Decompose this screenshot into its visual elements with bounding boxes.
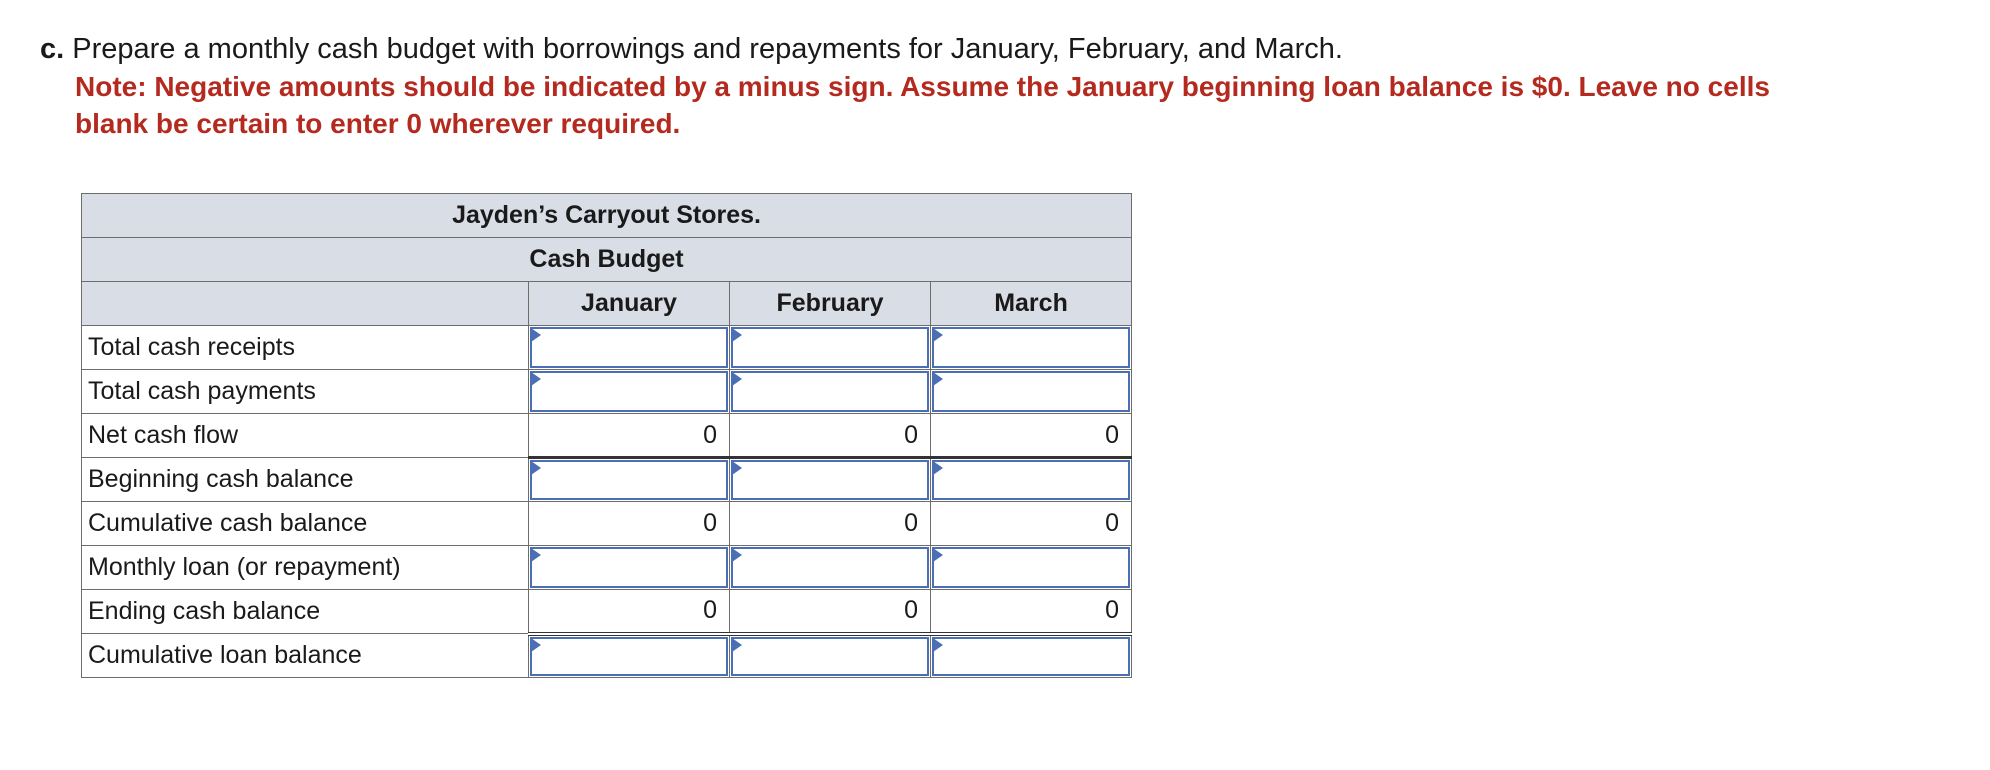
- input-box[interactable]: [530, 460, 728, 500]
- header-blank-cell: [82, 282, 529, 326]
- net-cash-flow-january-value: 0: [529, 414, 730, 458]
- table-row: [82, 370, 1132, 414]
- monthly-loan-march-input[interactable]: [931, 546, 1132, 590]
- cash-budget-table: [81, 193, 1132, 678]
- cumulative-cash-balance-march-value: 0: [931, 502, 1132, 546]
- row-label-total-cash-receipts: Total cash receipts: [82, 326, 529, 370]
- question-note: [75, 68, 1960, 142]
- cumulative-loan-balance-february-input[interactable]: [730, 634, 931, 678]
- input-flag-icon: [933, 372, 943, 386]
- question-text: [40, 30, 1960, 68]
- input-box[interactable]: [530, 327, 728, 368]
- beginning-cash-balance-march-input[interactable]: [931, 458, 1132, 502]
- beginning-cash-balance-february-input[interactable]: [730, 458, 931, 502]
- net-cash-flow-march-value: 0: [931, 414, 1132, 458]
- input-flag-icon: [732, 372, 742, 386]
- question-letter: c.: [40, 33, 65, 65]
- input-box[interactable]: [932, 637, 1130, 677]
- note-line-2: blank be certain to enter 0 wherever required.: [75, 108, 681, 139]
- total-cash-payments-february-input[interactable]: [730, 370, 931, 414]
- cumulative-cash-balance-january-value: 0: [529, 502, 730, 546]
- input-box[interactable]: [731, 327, 929, 368]
- column-header-january: January: [529, 282, 730, 326]
- row-label-net-cash-flow: Net cash flow: [82, 414, 529, 458]
- input-box[interactable]: [731, 637, 929, 677]
- input-flag-icon: [732, 461, 742, 475]
- question-prompt: Prepare a monthly cash budget with borrowings and repayments for January, February, and March.: [72, 33, 1343, 65]
- row-label-cumulative-cash-balance: Cumulative cash balance: [82, 502, 529, 546]
- table-row: [82, 326, 1132, 370]
- input-box[interactable]: [932, 327, 1130, 368]
- total-cash-payments-march-input[interactable]: [931, 370, 1132, 414]
- net-cash-flow-february-value: 0: [730, 414, 931, 458]
- input-box[interactable]: [530, 371, 728, 412]
- input-flag-icon: [933, 638, 943, 652]
- input-box[interactable]: [932, 547, 1130, 588]
- table-row: [82, 634, 1132, 678]
- cumulative-loan-balance-january-input[interactable]: [529, 634, 730, 678]
- row-label-total-cash-payments: Total cash payments: [82, 370, 529, 414]
- ending-cash-balance-february-value: 0: [730, 590, 931, 634]
- total-cash-payments-january-input[interactable]: [529, 370, 730, 414]
- note-line-1: Note: Negative amounts should be indicated by a minus sign. Assume the January beginning loan balance is $0. Leave no cells: [75, 71, 1770, 102]
- row-label-monthly-loan: Monthly loan (or repayment): [82, 546, 529, 590]
- monthly-loan-january-input[interactable]: [529, 546, 730, 590]
- total-cash-receipts-january-input[interactable]: [529, 326, 730, 370]
- input-box[interactable]: [731, 371, 929, 412]
- input-box[interactable]: [731, 460, 929, 500]
- column-header-february: February: [730, 282, 931, 326]
- column-header-march: March: [931, 282, 1132, 326]
- total-cash-receipts-february-input[interactable]: [730, 326, 931, 370]
- input-flag-icon: [531, 548, 541, 562]
- input-box[interactable]: [932, 371, 1130, 412]
- beginning-cash-balance-january-input[interactable]: [529, 458, 730, 502]
- table-row: [82, 546, 1132, 590]
- input-flag-icon: [732, 328, 742, 342]
- question-block: [40, 30, 1960, 142]
- input-flag-icon: [933, 461, 943, 475]
- row-label-ending-cash-balance: Ending cash balance: [82, 590, 529, 634]
- total-cash-receipts-march-input[interactable]: [931, 326, 1132, 370]
- table-row: [82, 502, 1132, 546]
- row-label-cumulative-loan-balance: Cumulative loan balance: [82, 634, 529, 678]
- input-box[interactable]: [932, 460, 1130, 500]
- cumulative-cash-balance-february-value: 0: [730, 502, 931, 546]
- input-flag-icon: [531, 328, 541, 342]
- input-flag-icon: [531, 461, 541, 475]
- input-flag-icon: [732, 548, 742, 562]
- ending-cash-balance-january-value: 0: [529, 590, 730, 634]
- company-name: Jayden’s Carryout Stores.: [82, 194, 1132, 238]
- input-flag-icon: [933, 548, 943, 562]
- monthly-loan-february-input[interactable]: [730, 546, 931, 590]
- row-label-beginning-cash-balance: Beginning cash balance: [82, 458, 529, 502]
- budget-title: Cash Budget: [82, 238, 1132, 282]
- input-box[interactable]: [731, 547, 929, 588]
- ending-cash-balance-march-value: 0: [931, 590, 1132, 634]
- input-flag-icon: [933, 328, 943, 342]
- input-box[interactable]: [530, 637, 728, 677]
- table-row: [82, 458, 1132, 502]
- input-flag-icon: [531, 372, 541, 386]
- input-box[interactable]: [530, 547, 728, 588]
- input-flag-icon: [732, 638, 742, 652]
- cumulative-loan-balance-march-input[interactable]: [931, 634, 1132, 678]
- input-flag-icon: [531, 638, 541, 652]
- table-row: [82, 414, 1132, 458]
- table-row: [82, 590, 1132, 634]
